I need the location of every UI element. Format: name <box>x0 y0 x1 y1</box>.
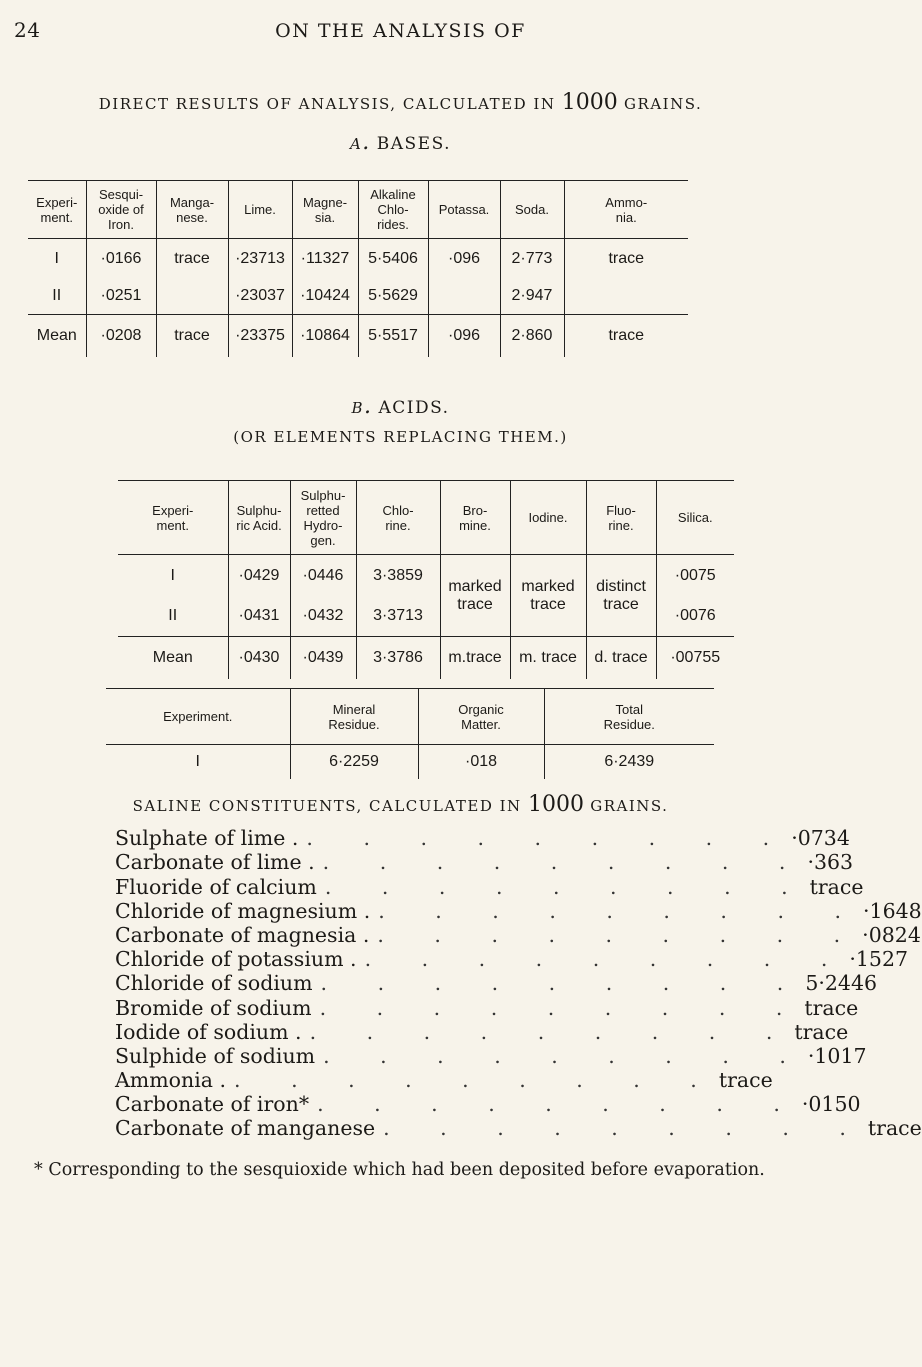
list-item <box>115 874 864 899</box>
list-item <box>115 898 922 923</box>
trace-cell: distinct trace <box>586 555 656 637</box>
col-header: Experiment. <box>106 689 290 745</box>
constituent-value: trace <box>809 874 864 899</box>
direct-results-title <box>0 90 801 115</box>
list-item <box>115 922 921 947</box>
table-cell: m.trace <box>440 637 510 679</box>
constituent-value: ·1017 <box>807 1043 867 1068</box>
constituent-value: trace <box>867 1116 922 1141</box>
table-cell: II <box>118 597 228 637</box>
acids-greek-letter: β. <box>351 394 373 419</box>
col-header: Alkaline Chlo- rides. <box>358 181 428 239</box>
table-cell: ·23375 <box>228 315 292 357</box>
constituent-name: Ammonia . <box>115 1068 227 1093</box>
leader-dots: . . . . . . . . . <box>322 850 808 875</box>
table-cell: ·0430 <box>228 637 290 679</box>
list-item <box>115 1068 773 1093</box>
col-header: Fluo- rine. <box>586 481 656 555</box>
col-header: Sesqui- oxide of Iron. <box>86 181 156 239</box>
col-header: Bro- mine. <box>440 481 510 555</box>
leader-dots: . . . . . . . . . <box>377 922 863 947</box>
leader-dots: . . . . . . . . . <box>383 1116 868 1141</box>
table-cell: 6·2439 <box>604 752 655 770</box>
table-cell: ·096 <box>428 315 500 357</box>
table-cell: I <box>28 239 86 279</box>
table-cell: ·018 <box>418 745 544 779</box>
table-cell: 5·5629 <box>358 279 428 315</box>
col-header: Mineral Residue. <box>290 689 418 745</box>
constituent-value: trace <box>718 1068 773 1093</box>
table-cell: 3·3786 <box>356 637 440 679</box>
table-cell: I <box>106 745 290 779</box>
list-item <box>115 947 909 972</box>
table-cell: ·0429 <box>228 555 290 597</box>
table-row <box>28 239 688 279</box>
direct-results-title-suffix: GRAINS. <box>624 95 703 113</box>
list-item <box>115 1043 867 1068</box>
table-cell: II <box>28 279 86 315</box>
residue-table <box>106 688 714 779</box>
col-header: Silica. <box>656 481 734 555</box>
trace-cell: marked trace <box>510 555 586 637</box>
table-cell: ·0432 <box>290 597 356 637</box>
constituent-value: ·0150 <box>801 1092 861 1117</box>
constituent-value: 5·2446 <box>805 971 878 996</box>
list-item <box>115 826 850 851</box>
table-cell: ·23713 <box>228 239 292 279</box>
constituent-value: ·1648 <box>863 898 922 923</box>
table-cell <box>156 279 228 315</box>
constituent-name: Carbonate of lime . <box>115 850 315 875</box>
bases-table <box>28 180 688 357</box>
table-cell: ·11327 <box>292 239 358 279</box>
table-cell: Mean <box>28 315 86 357</box>
col-header: Lime. <box>228 181 292 239</box>
table-row <box>28 279 688 315</box>
bases-header-row <box>28 181 688 239</box>
table-cell: ·00755 <box>656 637 734 679</box>
leader-dots: . . . . . . . . . <box>364 947 850 972</box>
list-item <box>115 1116 922 1141</box>
table-cell: d. trace <box>586 637 656 679</box>
col-header: Organic Matter. <box>418 689 544 745</box>
list-item <box>115 1019 849 1044</box>
table-row <box>106 745 714 779</box>
constituent-name: Chloride of magnesium . <box>115 898 371 923</box>
col-header: Potassa. <box>428 181 500 239</box>
col-header: Chlo- rine. <box>356 481 440 555</box>
list-item <box>115 1092 861 1117</box>
col-header: Total Residue. <box>544 689 714 745</box>
constituent-name: Sulphate of lime . <box>115 826 299 851</box>
leader-dots: . . . . . . . . . <box>320 971 806 996</box>
table-cell <box>564 279 688 315</box>
constituent-value: ·363 <box>807 850 854 875</box>
constituent-name: Chloride of sodium <box>115 971 313 996</box>
constituent-name: Carbonate of magnesia . <box>115 922 370 947</box>
table-cell: 5·5517 <box>358 315 428 357</box>
leader-dots: . . . . . . . . . <box>234 1068 719 1093</box>
table-cell: I <box>118 555 228 597</box>
table-cell: 2·773 <box>500 239 564 279</box>
table-cell: ·10864 <box>292 315 358 357</box>
acids-heading <box>0 394 801 419</box>
table-cell: ·0166 <box>86 239 156 279</box>
residue-header-row <box>106 689 714 745</box>
constituent-value: ·1527 <box>849 947 909 972</box>
table-cell: ·0446 <box>290 555 356 597</box>
col-header: Iodine. <box>510 481 586 555</box>
constituent-value: ·0734 <box>791 826 850 851</box>
trace-cell: marked trace <box>440 555 510 637</box>
acids-heading-text: ACIDS. <box>378 398 450 418</box>
bases-heading-text: BASES. <box>376 134 452 154</box>
constituent-name: Fluoride of calcium <box>115 874 317 899</box>
leader-dots: . . . . . . . . . <box>378 898 864 923</box>
col-header: Experi- ment. <box>28 181 86 239</box>
saline-title <box>0 792 801 817</box>
list-item <box>115 995 859 1020</box>
page-number: 24 <box>14 18 41 42</box>
constituent-name: Carbonate of manganese <box>115 1116 376 1141</box>
acids-header-row <box>118 481 734 555</box>
constituent-value: ·0824 <box>862 922 921 947</box>
col-header: Manga- nese. <box>156 181 228 239</box>
direct-results-title-prefix: DIRECT RESULTS OF ANALYSIS, CALCULATED IN <box>98 95 556 113</box>
col-header: Magne- sia. <box>292 181 358 239</box>
bases-greek-letter: a. <box>349 130 371 155</box>
table-cell: 2·947 <box>500 279 564 315</box>
constituent-value: trace <box>794 1019 849 1044</box>
table-cell <box>428 279 500 315</box>
leader-dots: . . . . . . . . . <box>319 995 805 1020</box>
constituent-name: Bromide of sodium <box>115 995 312 1020</box>
table-cell: trace <box>608 249 645 267</box>
table-cell: 6·2259 <box>290 745 418 779</box>
table-cell: ·0439 <box>290 637 356 679</box>
table-cell: 5·5406 <box>358 239 428 279</box>
leader-dots: . . . . . . . . . <box>317 1092 802 1117</box>
table-cell: m. trace <box>510 637 586 679</box>
table-cell: Mean <box>118 637 228 679</box>
leader-dots: . . . . . . . . . <box>323 1043 808 1068</box>
table-cell: ·0251 <box>86 279 156 315</box>
table-cell: ·10424 <box>292 279 358 315</box>
mean-row <box>28 315 688 357</box>
mean-row <box>118 637 734 679</box>
table-cell: ·0431 <box>228 597 290 637</box>
table-cell: 2·860 <box>500 315 564 357</box>
table-cell: ·0076 <box>674 607 716 625</box>
table-cell: trace <box>156 239 228 279</box>
leader-dots: . . . . . . . . . <box>309 1019 795 1044</box>
list-item <box>115 971 878 996</box>
acids-subheading: (OR ELEMENTS REPLACING THEM.) <box>233 428 568 446</box>
col-header: Ammo- nia. <box>564 181 688 239</box>
constituent-name: Sulphide of sodium <box>115 1043 316 1068</box>
table-cell: ·0075 <box>674 566 716 584</box>
col-header: Sulphu- ric Acid. <box>228 481 290 555</box>
table-cell: ·23037 <box>228 279 292 315</box>
saline-title-suffix: GRAINS. <box>590 797 669 815</box>
constituent-value: trace <box>804 995 859 1020</box>
table-row <box>118 555 734 597</box>
list-item <box>115 850 854 875</box>
constituent-name: Iodide of sodium . <box>115 1019 302 1044</box>
col-header: Sulphu- retted Hydro- gen. <box>290 481 356 555</box>
table-cell: trace <box>156 315 228 357</box>
table-cell: 3·3713 <box>356 597 440 637</box>
table-cell: ·0208 <box>86 315 156 357</box>
col-header: Soda. <box>500 181 564 239</box>
direct-results-title-number: 1000 <box>561 90 618 115</box>
running-head: ON THE ANALYSIS OF <box>275 20 526 42</box>
col-header: Experi- ment. <box>118 481 228 555</box>
table-cell: trace <box>564 315 688 357</box>
leader-dots: . . . . . . . . . <box>306 826 792 851</box>
table-cell: 3·3859 <box>356 555 440 597</box>
saline-constituents-list <box>115 826 922 1141</box>
table-cell: ·096 <box>428 239 500 279</box>
acids-table <box>118 480 734 679</box>
leader-dots: . . . . . . . . . <box>324 874 810 899</box>
saline-title-number: 1000 <box>527 792 584 817</box>
bases-heading <box>0 130 801 155</box>
constituent-name: Carbonate of iron* <box>115 1092 310 1117</box>
constituent-name: Chloride of potassium . <box>115 947 357 972</box>
footnote: * Corresponding to the sesquioxide which had been deposited before evaporation. <box>34 1160 765 1180</box>
saline-title-prefix: SALINE CONSTITUENTS, CALCULATED IN <box>132 797 522 815</box>
